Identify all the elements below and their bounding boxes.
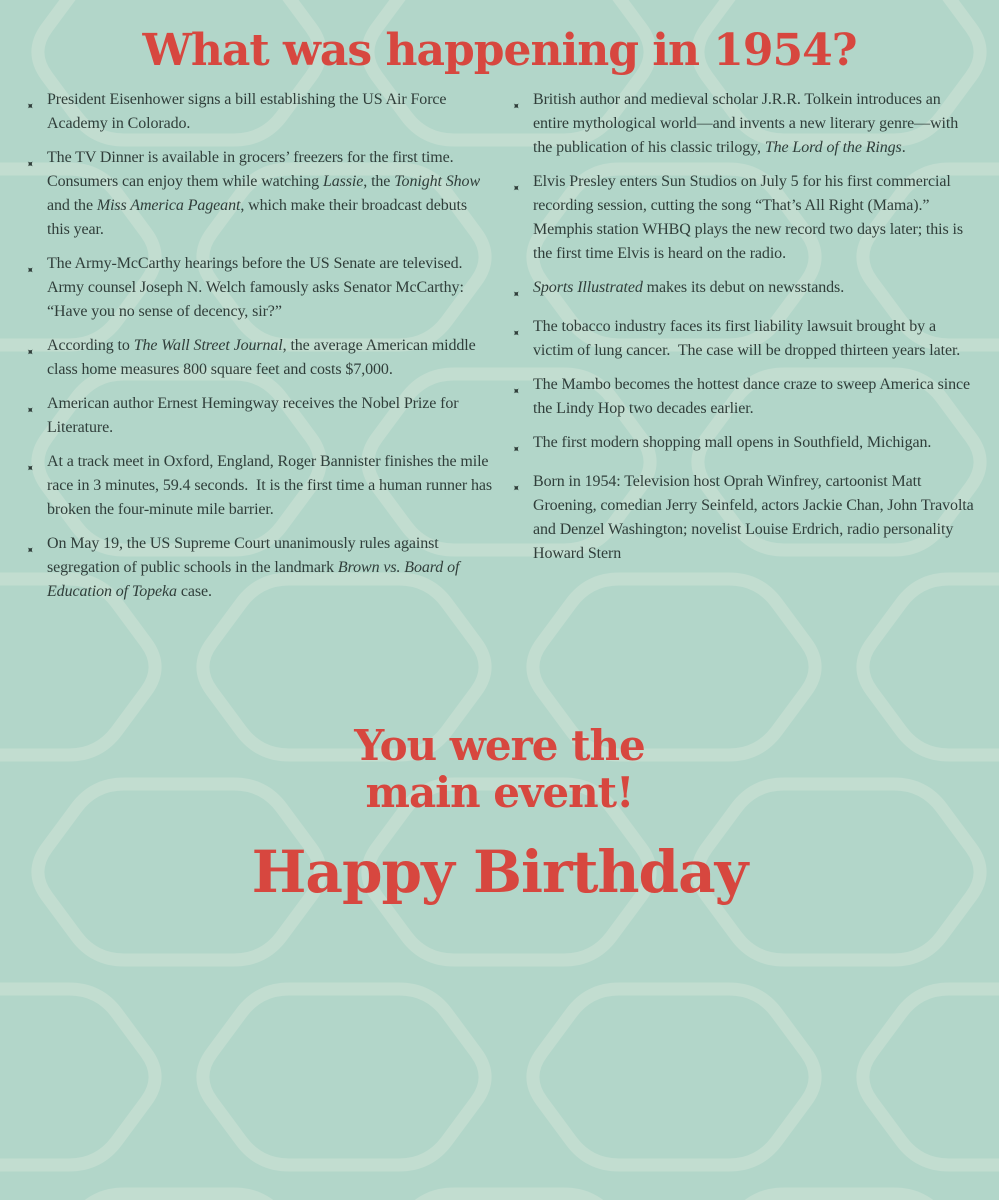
- fact-text: The Mambo becomes the hottest dance craze to sweep America since the Lindy Hop two decades earlier.: [533, 376, 970, 417]
- bullet-icon: ✦: [508, 326, 523, 341]
- fact-text: The tobacco industry faces its first liability lawsuit brought by a victim of lung cancer. The case will be dropped thirteen years later.: [533, 318, 961, 359]
- fact-text: Elvis Presley enters Sun Studios on July 5 for his first commercial recording session, cutting the song “That’s All Right (Mama).” Memphis station WHBQ plays the new record two days later; this is the first time Elvis is heard on the radio.: [533, 173, 964, 262]
- closing-line-1: You were the: [354, 721, 645, 770]
- fact-item: [508, 431, 979, 460]
- bullet-icon: ✦: [508, 99, 523, 114]
- closing-line-2: main event!: [365, 768, 634, 817]
- fact-text: President Eisenhower signs a bill establishing the US Air Force Academy in Colorado.: [47, 91, 447, 132]
- card-title: What was happening in 1954?: [142, 25, 857, 76]
- fact-item: [22, 252, 493, 324]
- bullet-icon: ✦: [508, 287, 523, 302]
- bullet-icon: ✦: [22, 543, 37, 558]
- facts-columns: [0, 76, 999, 614]
- bullet-icon: ✦: [22, 403, 37, 418]
- fact-item: [22, 334, 493, 382]
- fact-item: [22, 88, 493, 136]
- fact-item: [22, 392, 493, 440]
- fact-item: [508, 88, 979, 160]
- closing-message: [0, 721, 999, 906]
- bullet-icon: ✦: [508, 181, 523, 196]
- fact-text: At a track meet in Oxford, England, Roger Bannister finishes the mile race in 3 minutes, 59.4 seconds. It is the first time a human runner has broken the four-minute mile barrier.: [47, 453, 493, 518]
- bullet-icon: ✦: [508, 384, 523, 399]
- bullet-icon: ✦: [22, 263, 37, 278]
- fact-text: The Army-McCarthy hearings before the US Senate are televised. Army counsel Joseph N. Welch famously asks Senator McCarthy: “Have you no sense of decency, sir?”: [47, 255, 467, 320]
- facts-column-left: [22, 88, 493, 614]
- fact-item: [508, 170, 979, 266]
- bullet-icon: ✦: [22, 345, 37, 360]
- fact-text: According to The Wall Street Journal, the average American middle class home measures 800 square feet and costs $7,000.: [47, 337, 476, 378]
- fact-item: [22, 146, 493, 242]
- happy-birthday-heading: Happy Birthday: [251, 838, 748, 906]
- fact-text: The TV Dinner is available in grocers’ freezers for the first time. Consumers can enjoy them while watching Lassie, the Tonight Show and the Miss America Pageant, which make their broadcast debuts this year.: [47, 149, 481, 238]
- fact-text: Born in 1954: Television host Oprah Winfrey, cartoonist Matt Groening, comedian Jerry Seinfeld, actors Jackie Chan, John Travolta and Denzel Washington; novelist Louise Erdrich, radio personality Howard Stern: [533, 473, 974, 562]
- fact-item: [22, 450, 493, 522]
- fact-text: American author Ernest Hemingway receives the Nobel Prize for Literature.: [47, 395, 459, 436]
- fact-item: [508, 315, 979, 363]
- fact-text: Sports Illustrated makes its debut on newsstands.: [533, 279, 845, 296]
- facts-column-right: [508, 88, 979, 614]
- fact-item: [508, 276, 979, 305]
- fact-item: [22, 532, 493, 604]
- fact-text: The first modern shopping mall opens in Southfield, Michigan.: [533, 434, 932, 451]
- bullet-icon: ✦: [508, 442, 523, 457]
- bullet-icon: ✦: [22, 157, 37, 172]
- bullet-icon: ✦: [508, 481, 523, 496]
- bullet-icon: ✦: [22, 461, 37, 476]
- fact-text: British author and medieval scholar J.R.R. Tolkein introduces an entire mythological world—and invents a new literary genre—with the publication of his classic trilogy, The Lord of the Rings.: [533, 91, 959, 156]
- fact-item: [508, 373, 979, 421]
- bullet-icon: ✦: [22, 99, 37, 114]
- fact-text: On May 19, the US Supreme Court unanimously rules against segregation of public schools in the landmark Brown vs. Board of Education of Topeka case.: [47, 535, 460, 600]
- fact-item: [508, 470, 979, 566]
